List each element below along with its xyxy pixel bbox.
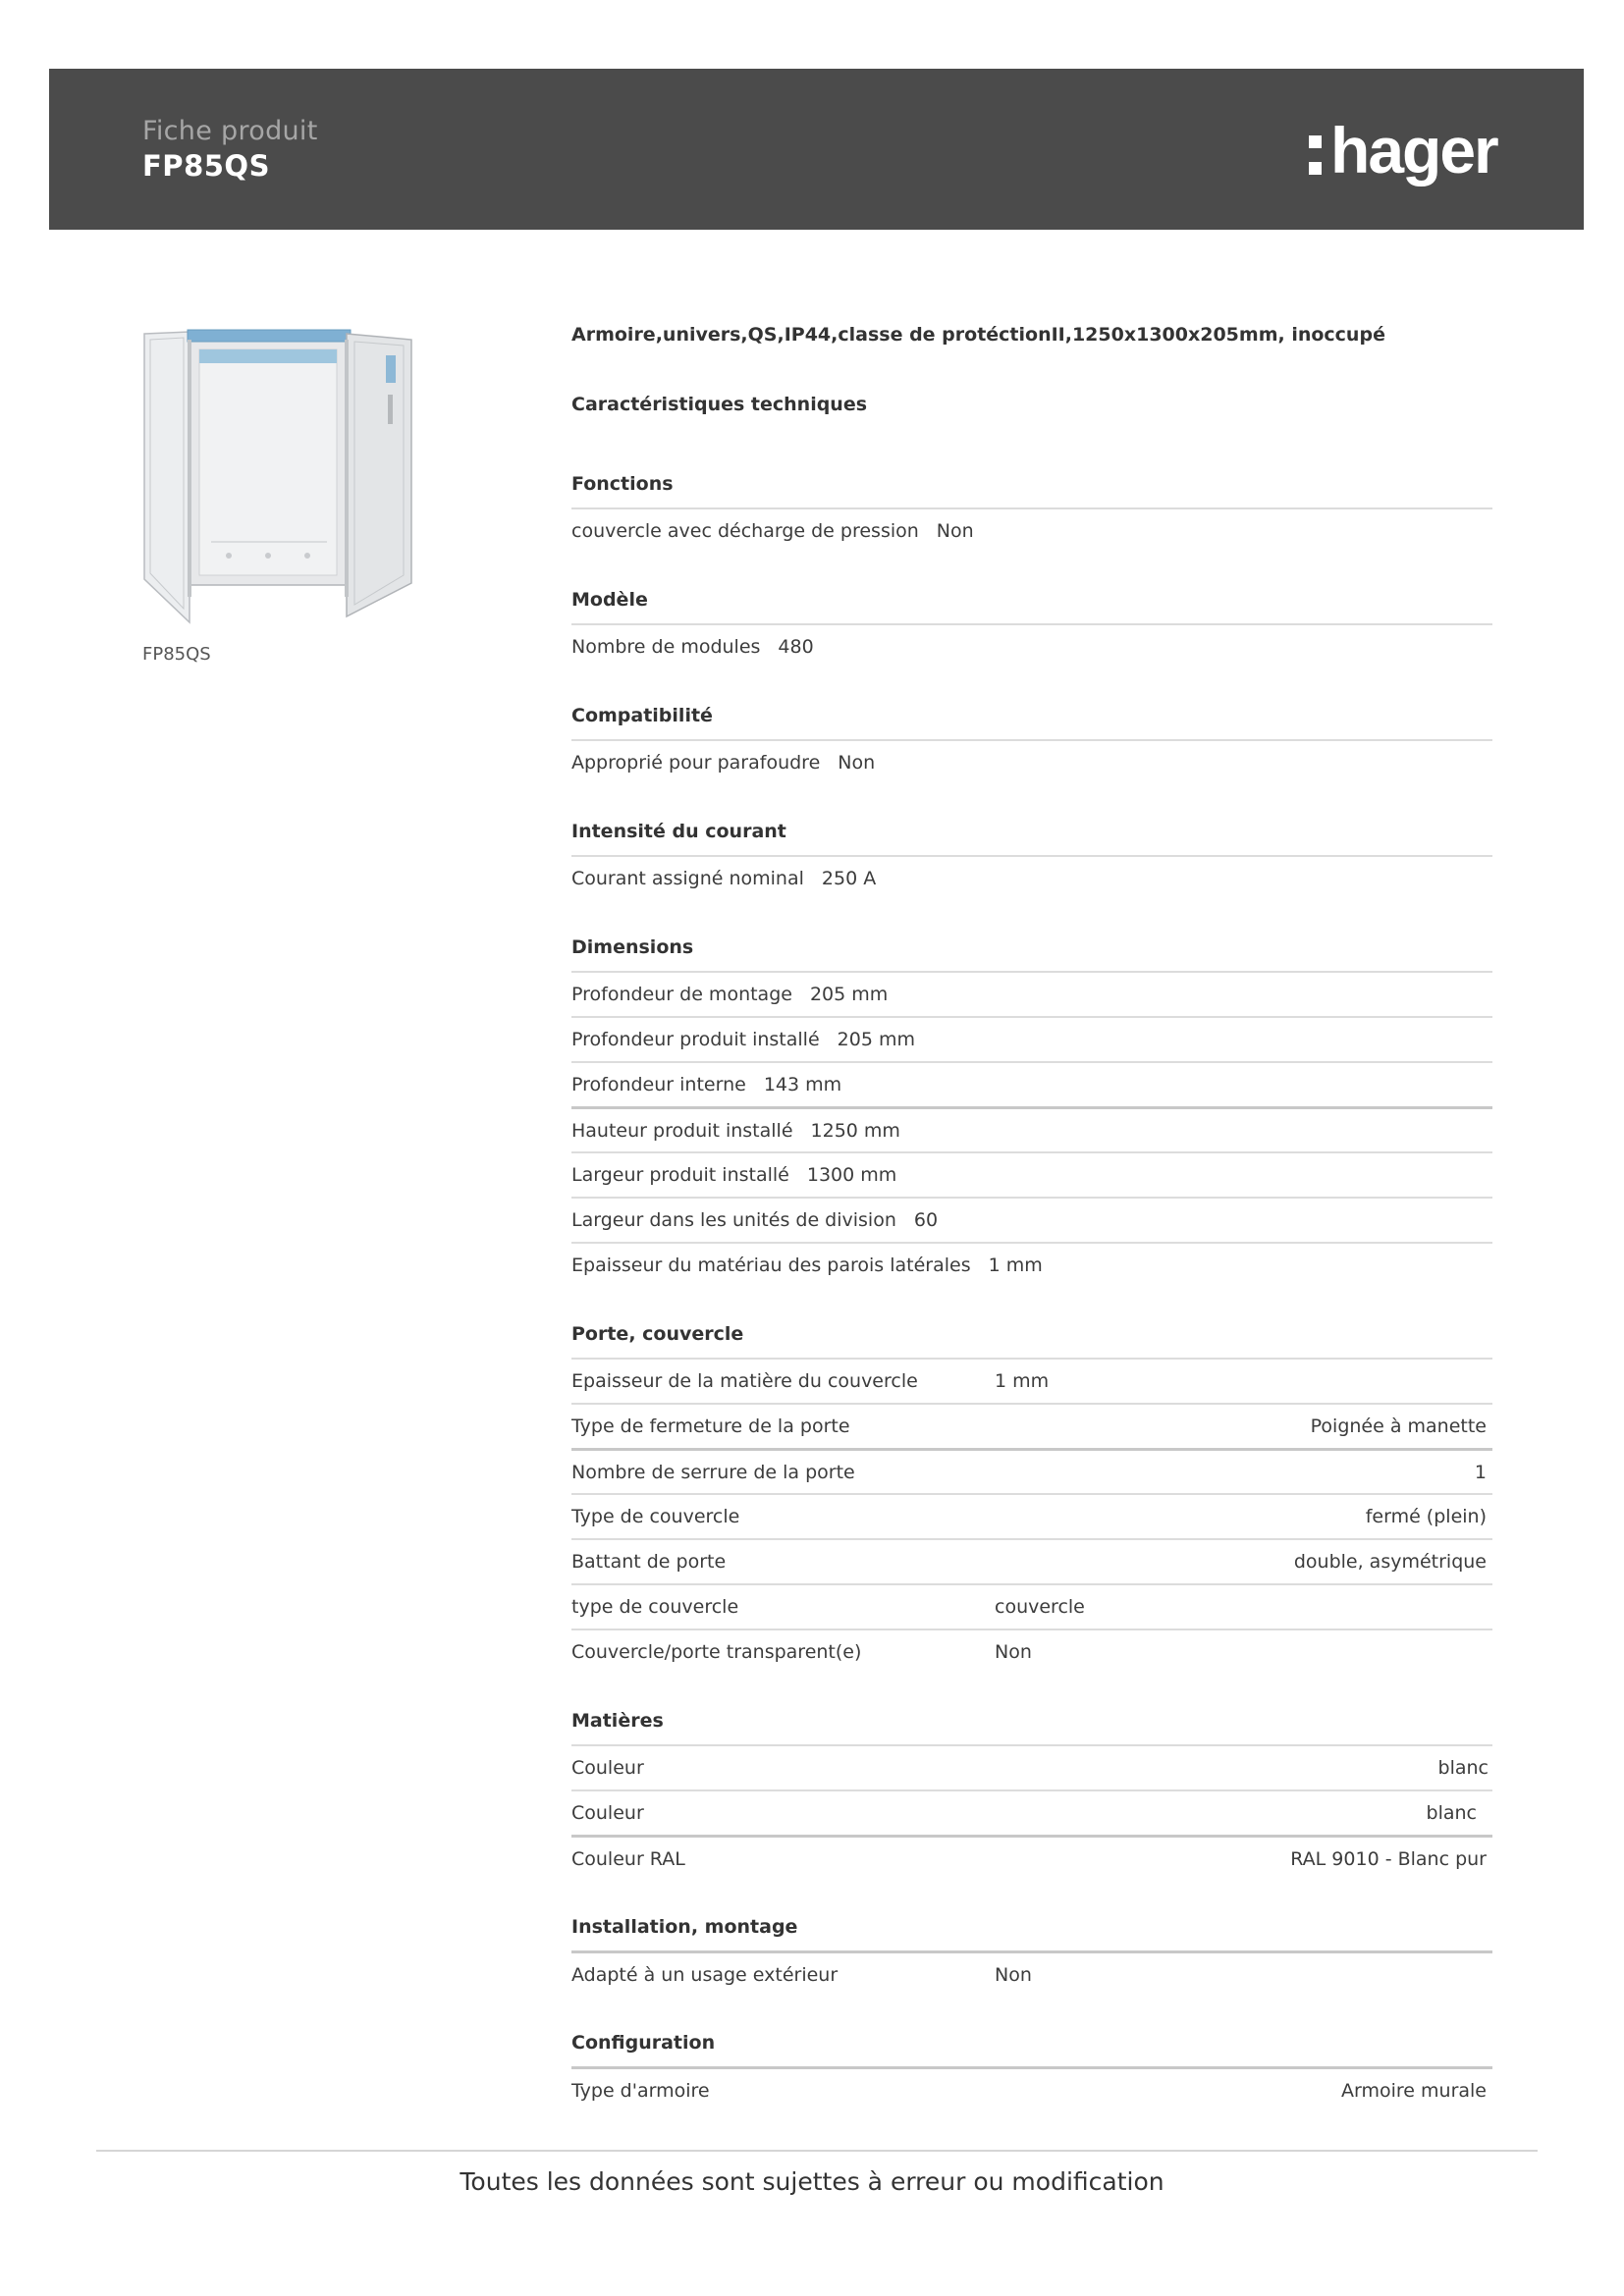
spec-row: [571, 855, 1492, 900]
spec-value: Non: [936, 520, 974, 542]
spec-row: [571, 1493, 1492, 1538]
spec-value: 60: [913, 1209, 939, 1231]
spec-label: Type de fermeture de la porte: [571, 1415, 850, 1437]
spec-value: Non: [995, 1964, 1032, 1986]
spec-row: [571, 1583, 1492, 1629]
spec-row: [571, 1629, 1492, 1674]
spec-label: Profondeur de montage: [571, 984, 792, 1005]
spec-value: 250 A: [821, 868, 877, 889]
section-title-compatibilite: Compatibilité: [571, 705, 713, 726]
spec-label: Epaisseur de la matière du couvercle: [571, 1370, 918, 1392]
spec-value: RAL 9010 - Blanc pur: [1290, 1848, 1487, 1870]
spec-label: Nombre de serrure de la porte: [571, 1462, 855, 1483]
spec-value: couvercle: [995, 1596, 1085, 1618]
section-title-installation: Installation, montage: [571, 1916, 798, 1938]
footer-divider: [96, 2150, 1538, 2152]
spec-label: Couleur: [571, 1802, 644, 1824]
technical-characteristics-heading: Caractéristiques techniques: [571, 394, 868, 415]
section-title-matieres: Matières: [571, 1710, 664, 1732]
cabinet-product-image: [140, 326, 420, 632]
spec-row: [571, 1197, 1492, 1242]
spec-value: 1 mm: [995, 1370, 1050, 1392]
logo-colon-icon: [1309, 106, 1323, 194]
section-title-fonctions: Fonctions: [571, 473, 674, 495]
section-title-intensite: Intensité du courant: [571, 821, 786, 842]
spec-row: [571, 1242, 1492, 1287]
spec-label: Couvercle/porte transparent(e): [571, 1641, 862, 1663]
section-title-configuration: Configuration: [571, 2032, 716, 2054]
spec-label: Nombre de modules: [571, 636, 761, 658]
spec-value: 1: [1474, 1462, 1487, 1483]
header-subtitle: Fiche produit: [142, 116, 318, 146]
spec-label: Adapté à un usage extérieur: [571, 1964, 839, 1986]
spec-row: [571, 623, 1492, 668]
spec-label: Largeur dans les unités de division: [571, 1209, 896, 1231]
spec-label: couvercle avec décharge de pression: [571, 520, 919, 542]
spec-value: 205 mm: [837, 1029, 915, 1050]
spec-label: Epaisseur du matériau des parois latérales: [571, 1255, 971, 1276]
spec-value: Non: [838, 752, 876, 774]
product-description: Armoire,univers,QS,IP44,classe de protéctionII,1250x1300x205mm, inoccupé: [571, 324, 1385, 346]
section-title-dimensions: Dimensions: [571, 936, 694, 958]
spec-label: Type de couvercle: [571, 1506, 740, 1527]
page-header: [49, 69, 1584, 230]
spec-label: Couleur RAL: [571, 1848, 685, 1870]
spec-label: Type d'armoire: [571, 2080, 710, 2102]
spec-value: Non: [995, 1641, 1032, 1663]
product-reference-title: FP85QS: [142, 149, 270, 183]
section-title-porte-couvercle: Porte, couvercle: [571, 1323, 744, 1345]
spec-row: [571, 1061, 1492, 1106]
spec-row: [571, 507, 1492, 553]
spec-row: [571, 971, 1492, 1016]
spec-row: [571, 1016, 1492, 1061]
spec-label: Couleur: [571, 1757, 644, 1779]
spec-label: Hauteur produit installé: [571, 1120, 793, 1142]
spec-value: Poignée à manette: [1310, 1415, 1487, 1437]
spec-label: type de couvercle: [571, 1596, 739, 1618]
spec-value: double, asymétrique: [1293, 1551, 1487, 1573]
spec-row: [571, 1106, 1492, 1151]
spec-label: Largeur produit installé: [571, 1164, 789, 1186]
spec-row: [571, 1448, 1492, 1493]
spec-value: fermé (plein): [1365, 1506, 1487, 1527]
product-image-caption: FP85QS: [142, 644, 211, 665]
section-title-modele: Modèle: [571, 589, 648, 611]
spec-row: [571, 1538, 1492, 1583]
spec-value: 1300 mm: [806, 1164, 897, 1186]
spec-row: [571, 1358, 1492, 1403]
spec-label: Profondeur produit installé: [571, 1029, 820, 1050]
spec-value: Armoire murale: [1341, 2080, 1487, 2102]
spec-row: [571, 1151, 1492, 1197]
spec-value: 205 mm: [809, 984, 889, 1005]
spec-label: Approprié pour parafoudre: [571, 752, 821, 774]
spec-row: [571, 1950, 1492, 1996]
footer-disclaimer: Toutes les données sont sujettes à erreur ou modification: [460, 2167, 1164, 2196]
spec-row: [571, 739, 1492, 784]
spec-value: 1 mm: [988, 1255, 1043, 1276]
spec-label: Battant de porte: [571, 1551, 727, 1573]
logo-text: hager: [1330, 114, 1497, 187]
spec-row: [571, 2066, 1492, 2111]
spec-row: [571, 1835, 1492, 1880]
spec-value: 1250 mm: [810, 1120, 900, 1142]
spec-row: [571, 1403, 1492, 1448]
spec-value: 480: [778, 636, 814, 658]
spec-label: Courant assigné nominal: [571, 868, 804, 889]
spec-value: 143 mm: [763, 1074, 842, 1095]
hager-logo: [1309, 106, 1497, 194]
spec-value: blanc: [1426, 1802, 1477, 1824]
spec-row: [571, 1789, 1492, 1835]
spec-value: blanc: [1437, 1757, 1489, 1779]
spec-row: [571, 1744, 1492, 1789]
spec-label: Profondeur interne: [571, 1074, 746, 1095]
